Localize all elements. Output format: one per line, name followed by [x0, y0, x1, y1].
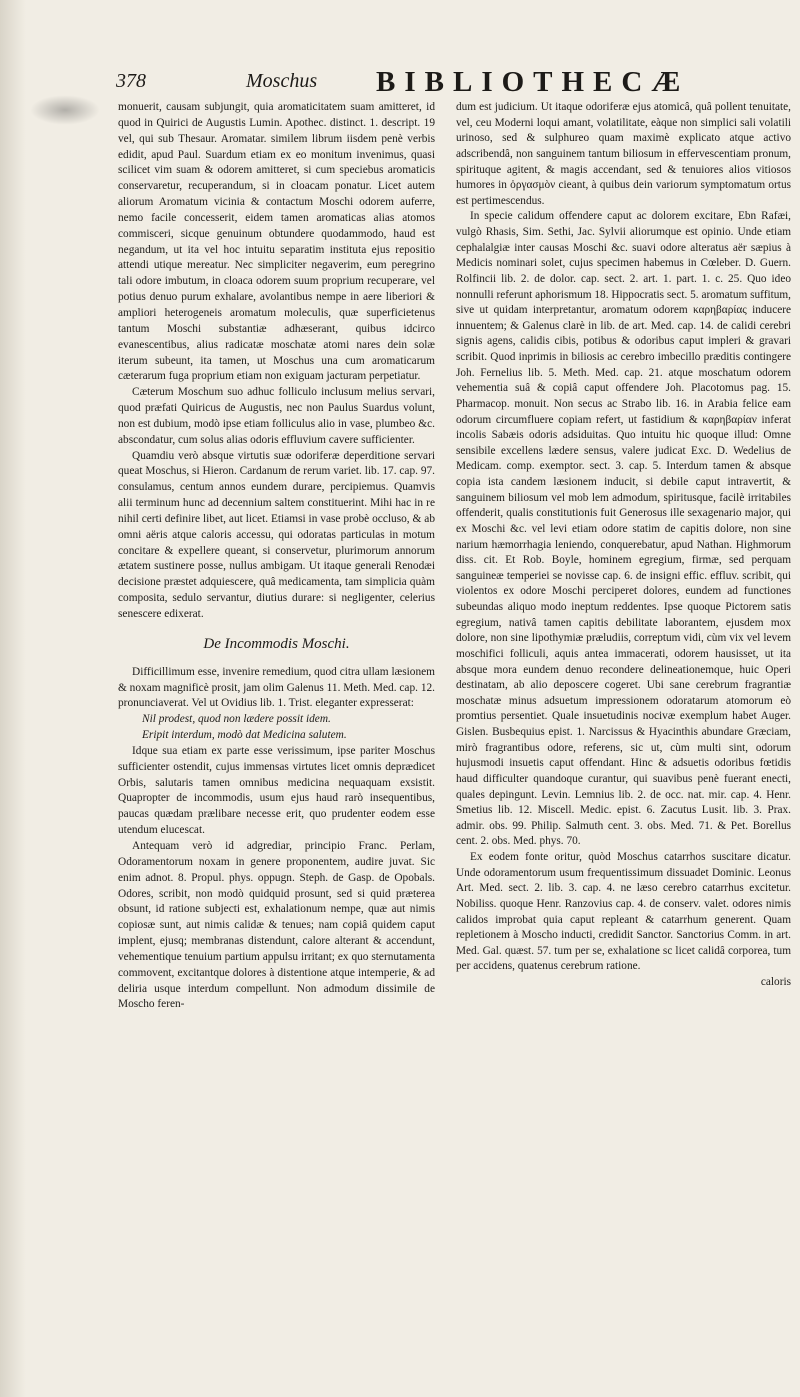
left-paragraph-6: Antequam verò id adgrediar, principio Franc. Perlam, Odoramentorum noxam in genere proponentem, audire juvat. Sic enim adnot. 8. Propul. phys. oppugn. Steph. de Gasp. de Opobals. Odores, scribit, non modò quidquid prosunt, sed si quid præterea obsunt, id ratione subjecti est, exhalationum nempe, quæ aut nimis copiosæ sunt, aut nimis calidæ & tenues; nam copiâ quidem caput implent, ejusq; membranas distendunt, calore alterant & accendunt, vehementique tenuium partium appulsu irritant; ex quo sternutamenta commovent, excitantque dolores à distentione atque intemperie, & ad deliria usque interdum compellunt. Non admodum dissimile de Moscho feren- [118, 839, 435, 1011]
left-column [118, 100, 435, 1013]
left-paragraph-4: Difficillimum esse, invenire remedium, quod citra ullam læsionem & noxam magnificè prosit, jam olim Galenus 11. Meth. Med. cap. 12. pronunciaverat. Vel ut Ovidius lib. 1. Trist. eleganter expresserat: [118, 665, 435, 710]
page-number: 378 [116, 70, 146, 92]
page-gutter-shadow [0, 0, 26, 1397]
section-title: De Incommodis Moschi. [203, 635, 350, 652]
right-paragraph-2: In specie calidum offendere caput ac dolorem excitare, Ebn Rafæi, vulgò Rhasis, Sim. Sethi, Jac. Sylvii aliorumque est opinio. Unde etiam cephalalgiæ inter causas Moschi &c. suavi odore alteratus aër sæpius à Medicis nominari solet, cujus specimen habemus in Cœleber. D. Guern. Rolfincii lib. 2. de dolor. cap. sect. 2. art. 1. part. 1. c. 25. Quo ideo nonnulli referunt aphorismum 18. Hippocratis sect. 5. aromatum suffitum, sive ut quidam interpretantur, aromatum odorem καρηβαρίας inducere innuentem; & Galenus clarè in lib. de art. Med. cap. 14. de calidi cerebri signis agens, calidis cibis, potibus & odoribus caput impleri & gravari scribit. Quod inprimis in biliosis ac cerebro imbecillo præditis contingere Joh. Fernelius lib. 5. Meth. Med. cap. 21. atque moschatum odorem vehementia suâ & copiâ caput offendere Joh. Placotomus pag. 15. Pharmacop. monuit. Non secus ac Strabo lib. 16. in Arabia felice eam odorum circumfluere copiam refert, ut fastidium & καρηβαρίαν inferat incolis Sabæis odoris adsiduitas. Quo intuitu hic quoque illud: Omne sensibile excellens lædere sensus, valere judicat Exc. D. Wedelius de Medicam. comp. exemptor. sect. 3. cap. 5. Interdum tamen & absque copia ista candem læsionem inducit, si debile caput intravertit, & sanguinem biliosum vel mob lem admodum, spiritusque, facilè irritabiles offenderit, qualis constitutionis fuit Generosus ille sexagenario major, qui ex Moschi &c. vel levi etiam odore statim de capitis dolore, non sine narium hæmorrhagia leniendo, conquerebatur, apud Nathan. Highmorum diss. cit. Et Rob. Boyle, hominem egregium, firmæ, sed perquam sanguineæ temperiei se novisse cap. 6. de insigni effic. effluv. scribit, qui violentos ex odore Moschi perciperet dolores, eundem ad functiones subeundas aliquo modo ineptum reddentes. Ipse quoque Pictorem satis egregium, nativâ tamen capitis debilitate laborantem, ejusdem mox dolore, non sine lipothymiæ præludiis, correptum vidi, cùm vix vel levem moschifici folliculi, aquis antea immacerati, odorem hausisset, ut ita absque mora eundem denuo recondere delineationemque, huic Operi destinatam, ab alio deposcere cogeret. Ubi sane cerebrum fragrantiæ moschatæ minus adsuetum impressionem odoratarum atomorum eò promtius persentiet. Quale insuetudinis nocivæ exemplum habet Auger. Gislen. Busbequius epist. 1. Narcissus & Hyacinthis abundare Græciam, mirò fragrantibus odore, referens, sic ut, cùm multi sint, odorum hujusmodi insuetis caput offendant. Hinc & adsuetis odoribus fœtidis haud difficulter quandoque curantur, qui suavibus penè fuerant enecti, quales depingunt. Levin. Lemnius lib. 2. de occ. nat. mir. cap. 4. Henr. Smetius lib. 12. Miscell. Medic. epist. 6. Zacutus Lusit. lib. 3. Prax. admir. obs. 99. Philip. Salmuth cent. 3. obs. Med. 71. & Pet. Borellus cent. 2. obs. Med. phys. 70. [456, 210, 791, 848]
right-column [456, 100, 791, 991]
left-paragraph-3: Quamdiu verò absque virtutis suæ odoriferæ deperditione servari queat Moschus, si Hieron. Cardanum de rerum variet. lib. 17. cap. 97. consulamus, centum annos eundem durare, percipiemus. Quamvis alii terminum hunc ad decennium saltem constituerint. Mihi hac in re nihil certi definire libet, aut licet. Etiamsi in vase probè occluso, & ab omni aëris atque caloris accessu, qui odoratas particulas in motum concitare & expellere queant, si conservetur, plurimorum annorum ætatem sustinere posse, nullus ambigam. Ut itaque generali Renodæi decisione præstet adquiescere, quâ medicamenta, tam simplicia quàm composita, sedulo servantur, diutius durare: si negligenter, celerius senescere edixerat. [118, 449, 435, 620]
ink-bleed-mark [30, 95, 100, 125]
verse-line-2: Eripit interdum, modò dat Medicina salutem. [142, 729, 347, 742]
catchword: caloris [760, 976, 791, 988]
left-paragraph-5: Idque sua etiam ex parte esse verissimum, ipse pariter Moschus sufficienter ostendit, cujus immensas virtutes licet omnis deprædicet Orbis, salutaris tamen omnibus medicina nequaquam exsistit. Quapropter de incommodis, usum ejus haud rarò insequentibus, paucas quædam prælibare necesse erit, quo prudenter eodem esse utendum elucescat. [118, 744, 435, 837]
left-paragraph-1: monuerit, causam subjungit, quia aromaticitatem suam amitteret, id quod in Quirici de Augustis Lumin. Apothec. distinct. 1. descript. 19 vel, qui sub Thesaur. Aromatar. similem librum iisdem penè verbis edidit, apud Paul. Suardum etiam ex eo monitum invenimus, quasi scilicet vim suam & odorem amitteret, si cum speciebus aromaticis conservaretur, recuperandum, si in cloacam ponatur. Licet autem aliorum Aromatum vicinia & contactum Moschi odorem auferre, nemo facile concesserit, eidem tamen aromaticas alias atomos commisceri, sicque genuinum obtundere quodammodo, haud est negandum, ut ita vel hoc intuitu separatim instituta ejus repositio attendi utique mereatur. Nec simpliciter negaverim, eum peregrino tali odore imbutum, in cloaca odorem suum proprium recuperare, vel potius denuo purum exhalare, avolantibus nempe in aere liberiori & ampliori heterogeneis aromatum moleculis, quæ superficietenus tantum Moschi substantiæ adhæserant, quibus idcirco evanescentibus, alius radicatæ moschatæ atomi nares dein solæ iterum subeunt, ita tamen, ut Moschus una cum aromaticarum cæterarum fuga proprium etiam non exiguam jacturam perpetiatur. [118, 101, 435, 383]
right-paragraph-1: dum est judicium. Ut itaque odoriferæ ejus atomicâ, quâ pollent tenuitate, vel, ceu Moderni loqui amant, volatilitate, eàque non simplici sali volatili urinoso, sed & sulphureo quam maximè explicato atque activo adscribendâ, non sanguinem tantum biliosum in effervescentiam pronum, spirituque agitent, & magis accendant, sed & tenuiores alios vitiosos humores in ὀργασμὸν cieant, à quibus dein variorum symptomatum ortus est pertimescendus. [456, 101, 791, 207]
right-paragraph-3: Ex eodem fonte oritur, quòd Moschus catarrhos suscitare dicatur. Unde odoramentorum usum frequentissimum dissuadet Dominic. Leonus Art. Med. sect. 2. lib. 3. cap. 4. ne læso cerebro catarrhus excitetur. Nobiliss. quoque Henr. Ranzovius cap. 4. de conserv. valet. odores nimis calidos improbat quia caput repleant & catarrhum generent. Quam repletionem à Moscho inducti, credidit Sanctor. Sanctorius Comm. in art. Med. Gal. quæst. 57. tum per se, exhalatione sc licet calidâ corporea, tum per accidens, quatenus cerebrum ratione. [456, 851, 791, 973]
verse-line-1: Nil prodest, quod non lædere possit idem. [142, 713, 331, 726]
running-head: Moschus [246, 70, 318, 92]
left-paragraph-2: Cæterum Moschum suo adhuc folliculo inclusum melius servari, quod præfati Quiricus de Augustis, nec non Paulus Suardus volunt, non est dubium, modò ipse etiam folliculus alio in vase, plumbeo &c. abscondatur, cum solus alias odoris effluvium cavere sufficienter. [118, 386, 435, 446]
header-title: BIBLIOTHECÆ [376, 66, 690, 98]
page-header [116, 66, 800, 100]
